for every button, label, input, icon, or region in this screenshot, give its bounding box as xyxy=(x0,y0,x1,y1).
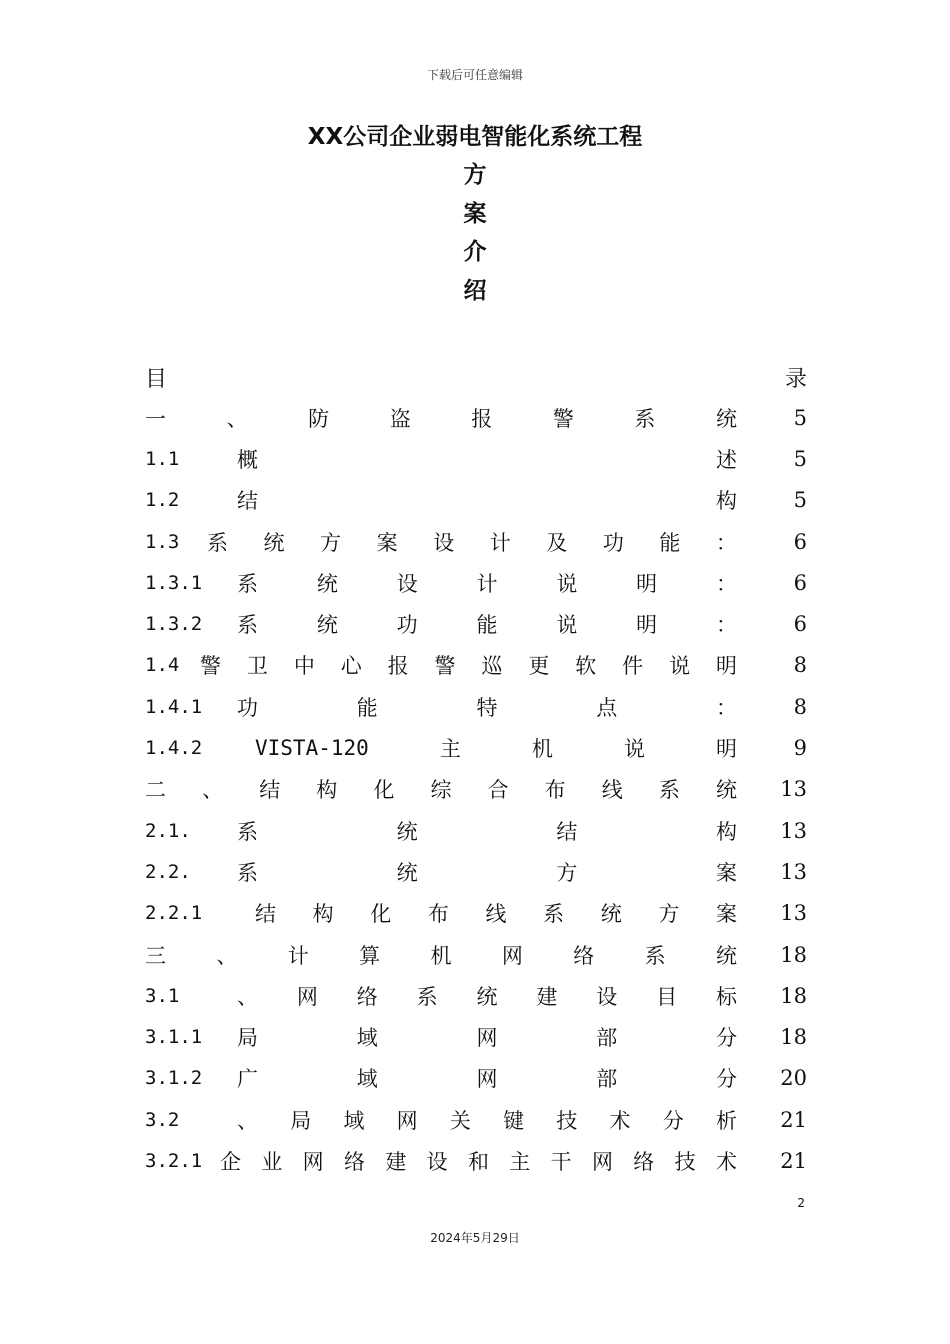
toc-row xyxy=(145,645,807,686)
toc-row-title: 系 统 方 案 xyxy=(237,860,737,885)
toc-row-title: 警 卫 中 心 报 警 巡 更 软 件 说 明 xyxy=(200,654,737,679)
toc-row-title: 概 述 xyxy=(237,447,737,472)
page-header-note: 下载后可任意编辑 xyxy=(426,68,523,82)
toc-row-number: 3.2 xyxy=(145,1108,180,1131)
toc-row xyxy=(145,1140,807,1181)
toc-row xyxy=(145,1058,807,1099)
toc-row-number: 2.2. xyxy=(145,860,191,883)
toc-row-number: 1.4.2 xyxy=(145,737,203,760)
toc-row-number: 1.1 xyxy=(145,447,180,470)
toc-row xyxy=(145,397,807,438)
toc-row-page: 6 xyxy=(793,570,807,595)
toc-row-number: 3.1 xyxy=(145,984,180,1007)
toc-row-title: VISTA-120 主 机 说 明 xyxy=(255,736,737,762)
toc-row-title: 功 能 特 点 ： xyxy=(237,695,737,720)
toc-row xyxy=(145,769,807,810)
page-number: 2 xyxy=(797,1196,805,1210)
toc-heading-right: 录 xyxy=(784,367,807,392)
toc-row-page: 13 xyxy=(780,859,807,884)
toc-row-title: 系 统 结 构 xyxy=(237,819,737,844)
toc-row-title: 系 统 功 能 说 明 ： xyxy=(237,613,737,638)
toc-heading-left: 目 xyxy=(145,367,168,392)
toc-row-page: 18 xyxy=(780,942,807,967)
toc-row-number: 3.1.1 xyxy=(145,1026,203,1049)
subtitle-char: 绍 xyxy=(463,277,487,304)
toc-row-title: 局 域 网 部 分 xyxy=(237,1026,737,1051)
toc-row xyxy=(145,686,807,727)
document-title: XX公司企业弱电智能化系统工程 xyxy=(307,124,643,150)
toc-row-title: 系 统 方 案 设 计 及 功 能 ： xyxy=(207,530,737,555)
toc-row-number: 2.1. xyxy=(145,819,191,842)
toc-row xyxy=(145,851,807,892)
toc-row xyxy=(145,438,807,479)
toc-row xyxy=(145,603,807,644)
toc-row xyxy=(145,1099,807,1140)
subtitle-char: 介 xyxy=(463,239,487,265)
toc-row xyxy=(145,810,807,851)
toc-row-title: 结 构 化 布 线 系 统 方 案 xyxy=(255,902,737,927)
toc-row-page: 5 xyxy=(793,446,807,471)
toc-row-title: 企 业 网 络 建 设 和 主 干 网 络 技 术 xyxy=(220,1149,737,1174)
subtitle-char: 案 xyxy=(463,200,487,227)
toc-row xyxy=(145,975,807,1016)
toc-row-page: 21 xyxy=(780,1148,807,1173)
toc-row-title: 结 构 xyxy=(237,489,737,514)
toc-row-page: 18 xyxy=(780,1025,807,1050)
footer-date: 2024年5月29日 xyxy=(430,1231,520,1245)
toc-row-page: 13 xyxy=(780,901,807,926)
toc-row xyxy=(145,562,807,603)
toc-row-page: 6 xyxy=(793,529,807,554)
toc-row-title: 三 、 计 算 机 网 络 系 统 xyxy=(145,943,737,968)
toc-row-number: 1.4 xyxy=(145,654,180,677)
toc-row-title: 系 统 设 计 说 明 ： xyxy=(237,571,737,596)
toc-row xyxy=(145,1016,807,1057)
toc-row xyxy=(145,893,807,934)
toc-row-title: 二 、 结 构 化 综 合 布 线 系 统 xyxy=(145,778,737,803)
toc-row-page: 8 xyxy=(793,694,807,719)
toc-row xyxy=(145,480,807,521)
toc-row-number: 1.2 xyxy=(145,489,180,512)
toc-row-number: 1.3.1 xyxy=(145,571,203,594)
toc-row-number: 3.1.2 xyxy=(145,1067,203,1090)
toc-row-page: 8 xyxy=(793,653,807,678)
toc-row-page: 13 xyxy=(780,777,807,802)
toc-row-page: 5 xyxy=(793,405,807,430)
toc-row-number: 2.2.1 xyxy=(145,902,203,925)
toc-row-page: 6 xyxy=(793,612,807,637)
toc-row-number: 1.4.1 xyxy=(145,695,203,718)
toc-row xyxy=(145,727,807,768)
toc-row-title: 广 域 网 部 分 xyxy=(237,1067,737,1092)
table-of-contents xyxy=(145,397,807,1182)
toc-row-page: 5 xyxy=(793,488,807,513)
toc-row-number: 3.2.1 xyxy=(145,1149,203,1172)
toc-row xyxy=(145,521,807,562)
toc-row-page: 21 xyxy=(780,1107,807,1132)
toc-row-title: 、 局 域 网 关 键 技 术 分 析 xyxy=(237,1108,737,1133)
toc-row-number: 1.3 xyxy=(145,530,180,553)
toc-heading xyxy=(145,362,807,394)
toc-row-page: 13 xyxy=(780,818,807,843)
subtitle-char: 方 xyxy=(463,162,487,188)
toc-row-number: 1.3.2 xyxy=(145,613,203,636)
toc-row-page: 9 xyxy=(793,736,807,761)
toc-row-title: 、 网 络 系 统 建 设 目 标 xyxy=(237,984,737,1009)
toc-row xyxy=(145,934,807,975)
toc-row-page: 18 xyxy=(780,983,807,1008)
toc-row-title: 一 、 防 盗 报 警 系 统 xyxy=(145,406,737,431)
vertical-subtitle xyxy=(0,156,950,310)
toc-row-page: 20 xyxy=(780,1066,807,1091)
